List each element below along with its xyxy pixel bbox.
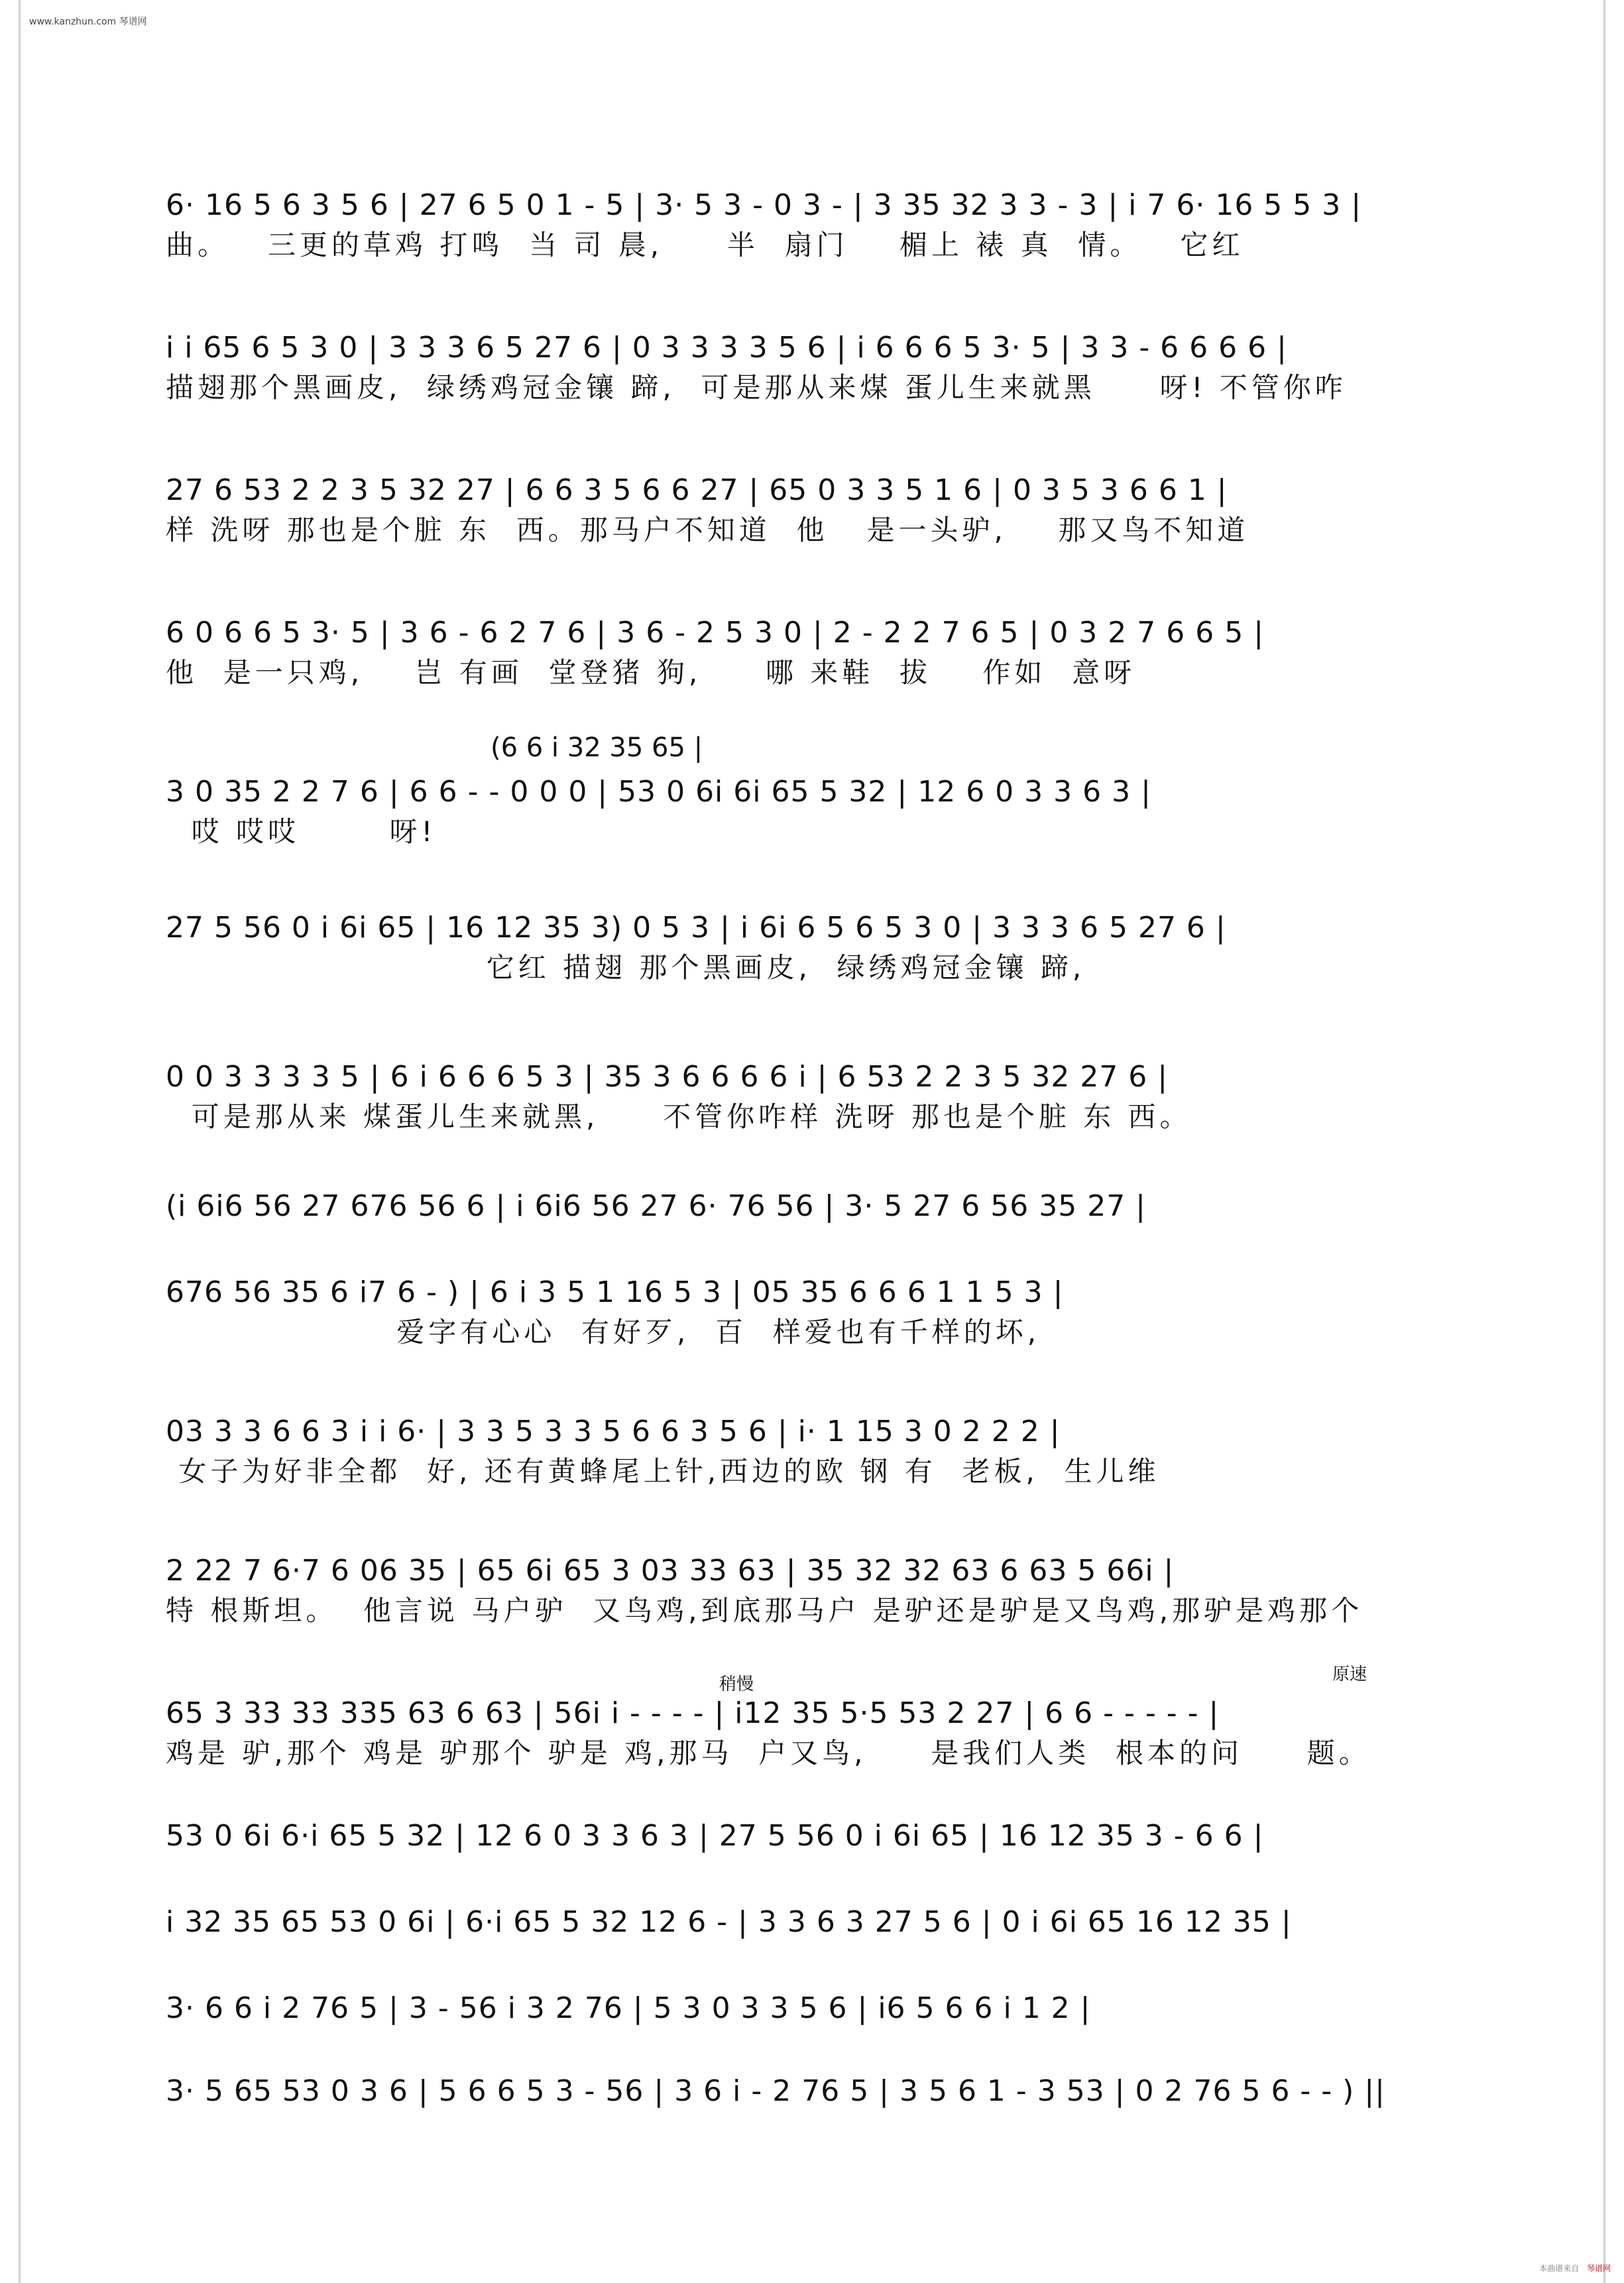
notation-line: 27 5 56 0 i 6i 65 | 16 12 35 3) 0 5 3 | i 6i 6 5 6 5 3 0 | 3 3 3 6 5 27 6 | [166, 911, 1226, 945]
score-system-13 [166, 1816, 1458, 1856]
notation-line: 2 22 7 6·7 6 06 35 | 65 6i 65 3 03 33 63 | 35 32 32 63 6 63 5 66i | [166, 1554, 1175, 1588]
footer-logo[interactable]: 琴谱网 [1586, 2264, 1611, 2273]
score-system-12 [166, 1694, 1458, 1773]
notation-line: i 32 35 65 53 0 6i | 6·i 65 5 32 12 6 - | 3 3 6 3 27 5 6 | 0 i 6i 65 16 12 35 | [166, 1905, 1292, 1939]
footer-text: 本曲谱来自 [1539, 2264, 1580, 2273]
score-system-16 [166, 2072, 1458, 2111]
score-system-7 [166, 1057, 1458, 1137]
notation-line: 53 0 6i 6·i 65 5 32 | 12 6 0 3 3 6 3 | 27 5 56 0 i 6i 65 | 16 12 35 3 - 6 6 | [166, 1819, 1264, 1853]
score-system-15 [166, 1989, 1458, 2028]
notation-line: 676 56 35 6 i7 6 - ) | 6 i 3 5 1 16 5 3 | 05 35 6 6 6 1 1 5 3 | [166, 1275, 1064, 1309]
tempo-mark-slower: 稍慢 [719, 1674, 754, 1694]
notation-line: (i 6i6 56 27 676 56 6 | i 6i6 56 27 6· 76 56 | 3· 5 27 6 56 35 27 | [166, 1189, 1146, 1223]
notation-line: 27 6 53 2 2 3 5 32 27 | 6 6 3 5 6 6 27 | 65 0 3 3 5 1 6 | 0 3 5 3 6 6 1 | [166, 473, 1228, 507]
score-system-6 [166, 908, 1458, 988]
footer [1539, 2262, 1611, 2274]
notation-line: 6 0 6 6 5 3· 5 | 3 6 - 6 2 7 6 | 3 6 - 2 5 3 0 | 2 - 2 2 7 6 5 | 0 3 2 7 6 6 5 | [166, 616, 1265, 650]
lyric-line: 特 根斯坦。 他言说 马户驴 又鸟鸡,到底那马户 是驴还是驴是又鸟鸡,那驴是鸡那个 [166, 1594, 1363, 1627]
score-system-11 [166, 1551, 1458, 1631]
score-system-14 [166, 1903, 1458, 1942]
score-system-3 [166, 471, 1458, 550]
tempo-mark-original: 原速 [1332, 1665, 1367, 1684]
score-system-10 [166, 1412, 1458, 1492]
intro-notation: (6 6 i 32 35 65 | [491, 732, 703, 763]
lyric-line: 描翅那个黑画皮, 绿绣鸡冠金镶 蹄, 可是那从来煤 蛋儿生来就黑 呀! 不管你咋 [166, 371, 1347, 404]
lyric-line: 可是那从来 煤蛋儿生来就黑, 不管你咋样 洗呀 那也是个脏 东 西。 [166, 1100, 1192, 1133]
lyric-line: 鸡是 驴,那个 鸡是 驴那个 驴是 鸡,那马 户又鸟, 是我们人类 根本的问 题。 [166, 1737, 1371, 1769]
lyric-line: 哎 哎哎 呀! [166, 815, 437, 848]
lyric-line: 它红 描翅 那个黑画皮, 绿绣鸡冠金镶 蹄, [166, 951, 1086, 984]
notation-line: 03 3 3 6 6 3 i i 6· | 3 3 5 3 3 5 6 6 3 5 6 | i· 1 15 3 0 2 2 2 | [166, 1415, 1061, 1448]
lyric-line: 样 洗呀 那也是个脏 东 西。那马户不知道 他 是一头驴, 那又鸟不知道 [166, 514, 1249, 546]
lyric-line: 女子为好非全都 好, 还有黄蜂尾上针,西边的欧 钢 有 老板, 生儿维 [166, 1455, 1160, 1488]
score-system-8 [166, 1187, 1458, 1226]
lyric-line: 爱字有心心 有好歹, 百 样爱也有千样的坏, [166, 1316, 1041, 1348]
lyric-line: 曲。 三更的草鸡 打鸣 当 司 晨, 半 扇门 楣上 裱 真 情。 它红 [166, 229, 1244, 261]
lyric-line: 他 是一只鸡, 岂 有画 堂登猪 狗, 哪 来鞋 拔 作如 意呀 [166, 656, 1136, 689]
score-system-4 [166, 613, 1458, 693]
score-system-9 [166, 1273, 1458, 1352]
notation-line: 3· 6 6 i 2 76 5 | 3 - 56 i 3 2 76 | 5 3 0 3 3 5 6 | i6 5 6 6 i 1 2 | [166, 1991, 1091, 2025]
site-url: www.kanzhun.com 琴谱网 [29, 17, 147, 27]
notation-line: 6· 16 5 6 3 5 6 | 27 6 5 0 1 - 5 | 3· 5 3 - 0 3 - | 3 35 32 3 3 - 3 | i 7 6· 16 5 5 3 | [166, 188, 1362, 222]
score-system-5 [166, 772, 1458, 852]
score-system-1 [166, 186, 1458, 265]
notation-line: 0 0 3 3 3 3 5 | 6 i 6 6 6 5 3 | 35 3 6 6 6 6 i | 6 53 2 2 3 5 32 27 6 | [166, 1060, 1169, 1094]
notation-line: 3· 5 65 53 0 3 6 | 5 6 6 5 3 - 56 | 3 6 i - 2 76 5 | 3 5 6 1 - 3 53 | 0 2 76 5 6 - - ) || [166, 2074, 1385, 2108]
notation-line: 3 0 35 2 2 7 6 | 6 6 - - 0 0 0 | 53 0 6i 6i 65 5 32 | 12 6 0 3 3 6 3 | [166, 775, 1151, 809]
notation-line: i i 65 6 5 3 0 | 3 3 3 6 5 27 6 | 0 3 3 3 3 5 6 | i 6 6 6 5 3· 5 | 3 3 - 6 6 6 6 | [166, 331, 1287, 365]
score-system-2 [166, 328, 1458, 408]
notation-line: 65 3 33 33 335 63 6 63 | 56i i - - - - | i12 35 5·5 53 2 27 | 6 6 - - - - - | [166, 1696, 1220, 1730]
